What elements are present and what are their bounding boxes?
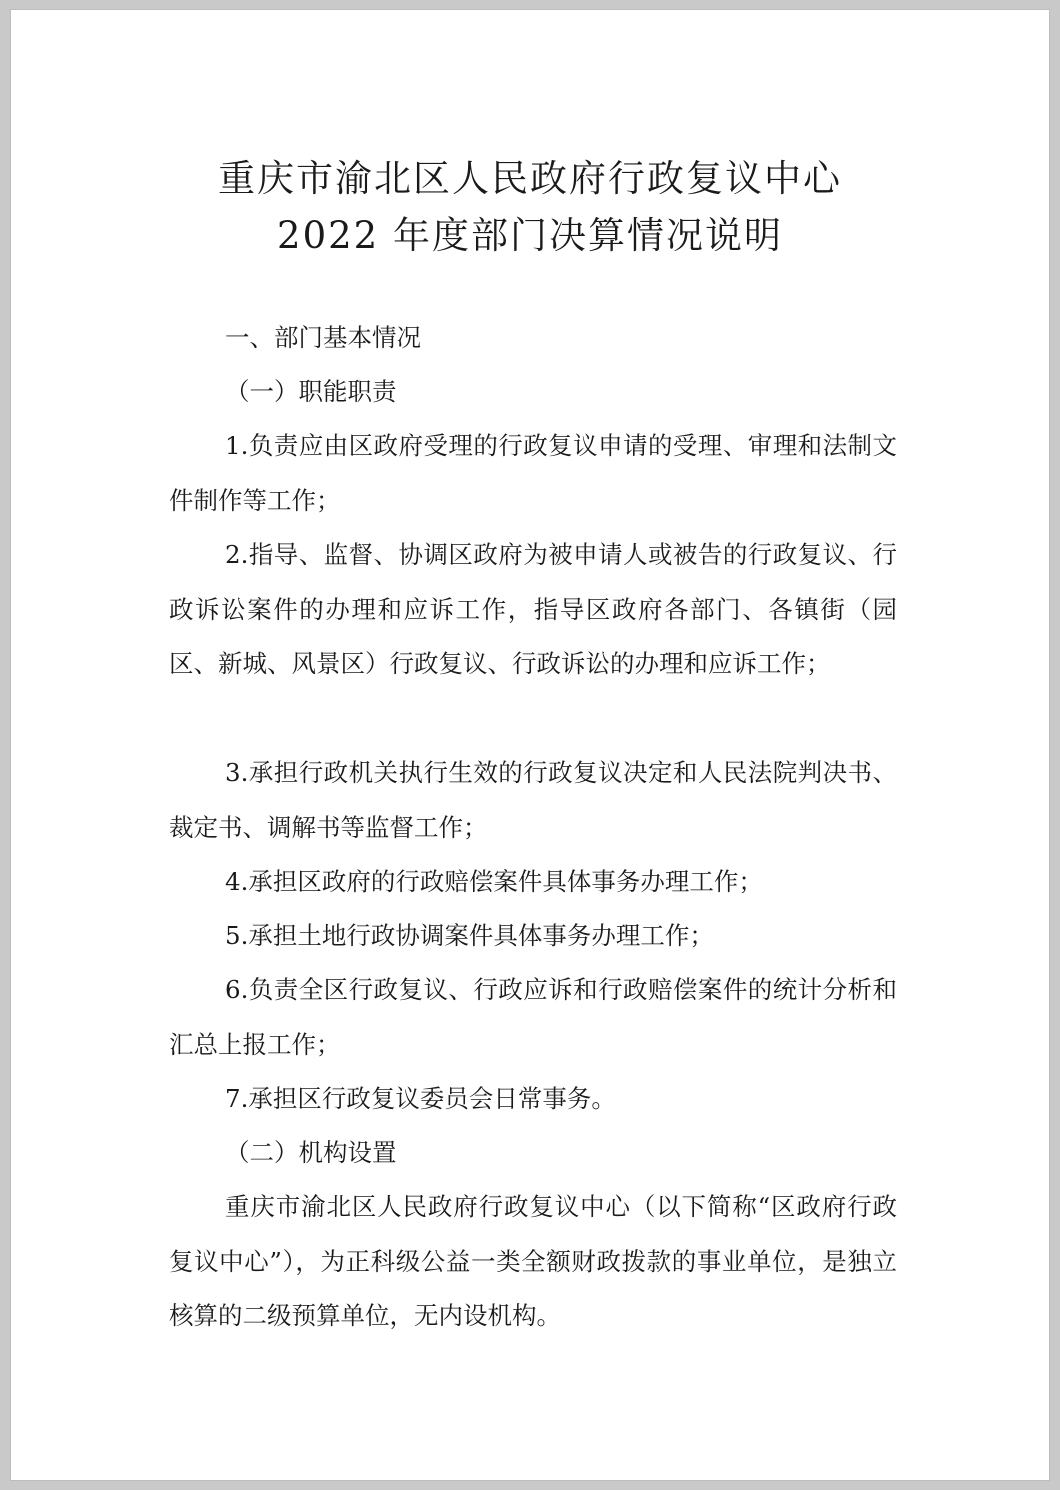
duty-item: 1.负责应由区政府受理的行政复议申请的受理、审理和法制文件制作等工作； — [169, 431, 897, 515]
duty-item: 3.承担行政机关执行生效的行政复议决定和人民法院判决书、裁定书、调解书等监督工作； — [169, 758, 897, 842]
duty-item: 5.承担土地行政协调案件具体事务办理工作； — [225, 921, 714, 950]
duty-item: 7.承担区行政复议委员会日常事务。 — [225, 1084, 616, 1113]
document-page — [11, 10, 1049, 1480]
subsection-heading: （一）职能职责 — [225, 377, 397, 406]
duty-item: 6.负责全区行政复议、行政应诉和行政赔偿案件的统计分析和汇总上报工作； — [169, 975, 897, 1059]
duty-item: 2.指导、监督、协调区政府为被申请人或被告的行政复议、行政诉讼案件的办理和应诉工作，指导区政府各部门、各镇街（园区、新城、风景区）行政复议、行政诉讼的办理和应诉工作； — [169, 540, 897, 678]
section-heading: 一、部门基本情况 — [225, 323, 421, 352]
org-paragraph: 重庆市渝北区人民政府行政复议中心（以下简称“区政府行政复议中心”），为正科级公益一类全额财政拨款的事业单位，是独立核算的二级预算单位，无内设机构。 — [169, 1192, 897, 1330]
document-title-line1: 重庆市渝北区人民政府行政复议中心 — [218, 157, 842, 200]
subsection-heading: （二）机构设置 — [225, 1138, 397, 1167]
duty-item: 4.承担区政府的行政赔偿案件具体事务办理工作； — [225, 867, 763, 896]
document-title-line2: 2022 年度部门决算情况说明 — [277, 214, 783, 257]
